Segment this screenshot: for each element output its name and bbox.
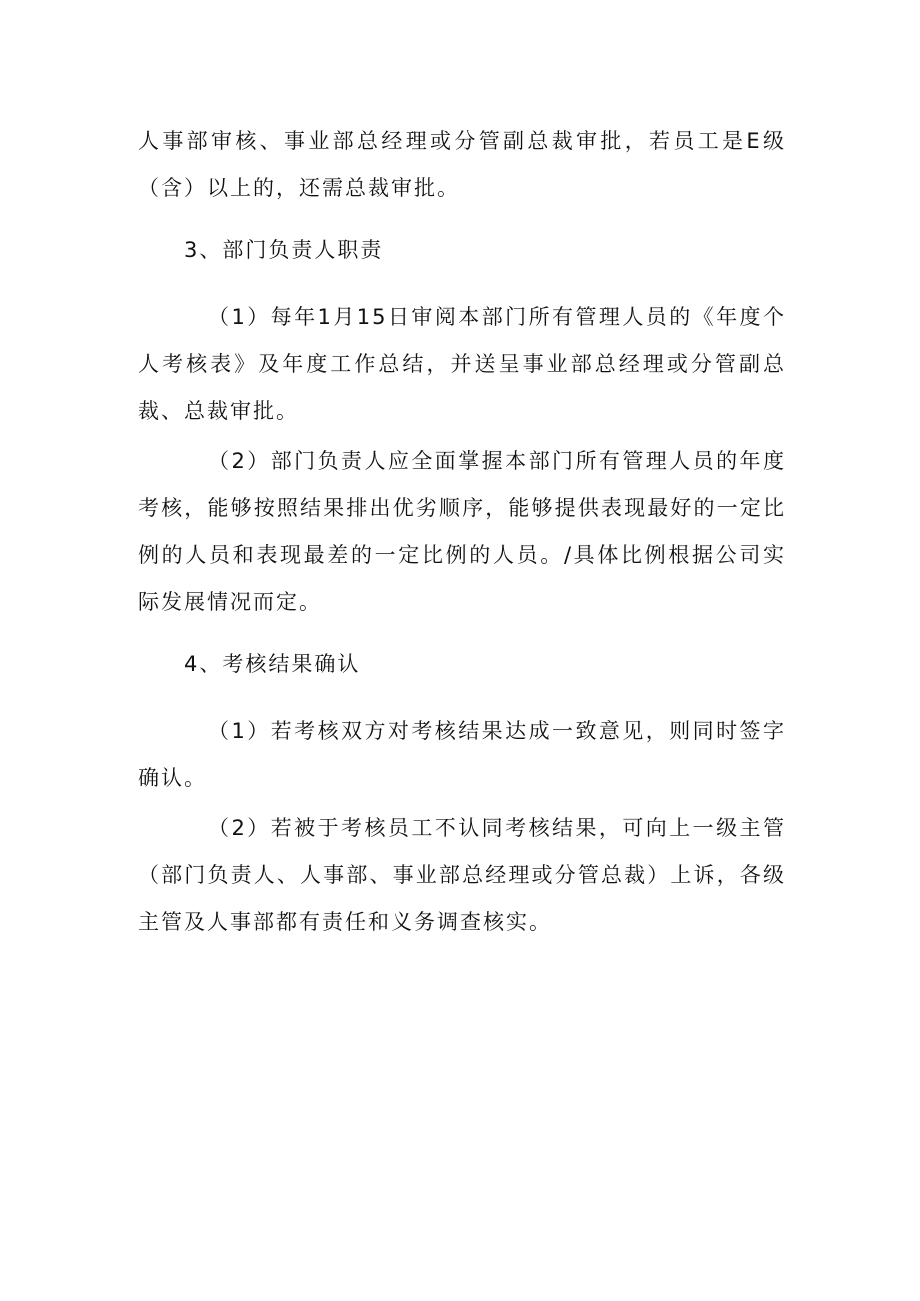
section-4-item-2: （2）若被于考核员工不认同考核结果，可向上一级主管（部门负责人、人事部、事业部总经理或分管总裁）上诉，各级主管及人事部都有责任和义务调查核实。 <box>138 816 786 934</box>
section-4-heading: 4、考核结果确认 <box>184 652 361 676</box>
section-3-item-2: （2）部门负责人应全面掌握本部门所有管理人员的年度考核，能够按照结果排出优劣顺序，能够提供表现最好的一定比例的人员和表现最差的一定比例的人员。/具体比例根据公司实际发展情况而定。 <box>138 449 786 614</box>
section-3-heading: 3、部门负责人职责 <box>184 238 384 262</box>
document-body <box>138 118 786 946</box>
section-3-item-1: （1）每年1月15日审阅本部门所有管理人员的《年度个人考核表》及年度工作总结，并送呈事业部总经理或分管副总裁、总裁审批。 <box>138 305 786 423</box>
section-4-item-1: （1）若考核双方对考核结果达成一致意见，则同时签字确认。 <box>138 719 786 790</box>
continuation-paragraph: 人事部审核、事业部总经理或分管副总裁审批，若员工是E级（含）以上的，还需总裁审批。 <box>138 129 786 200</box>
